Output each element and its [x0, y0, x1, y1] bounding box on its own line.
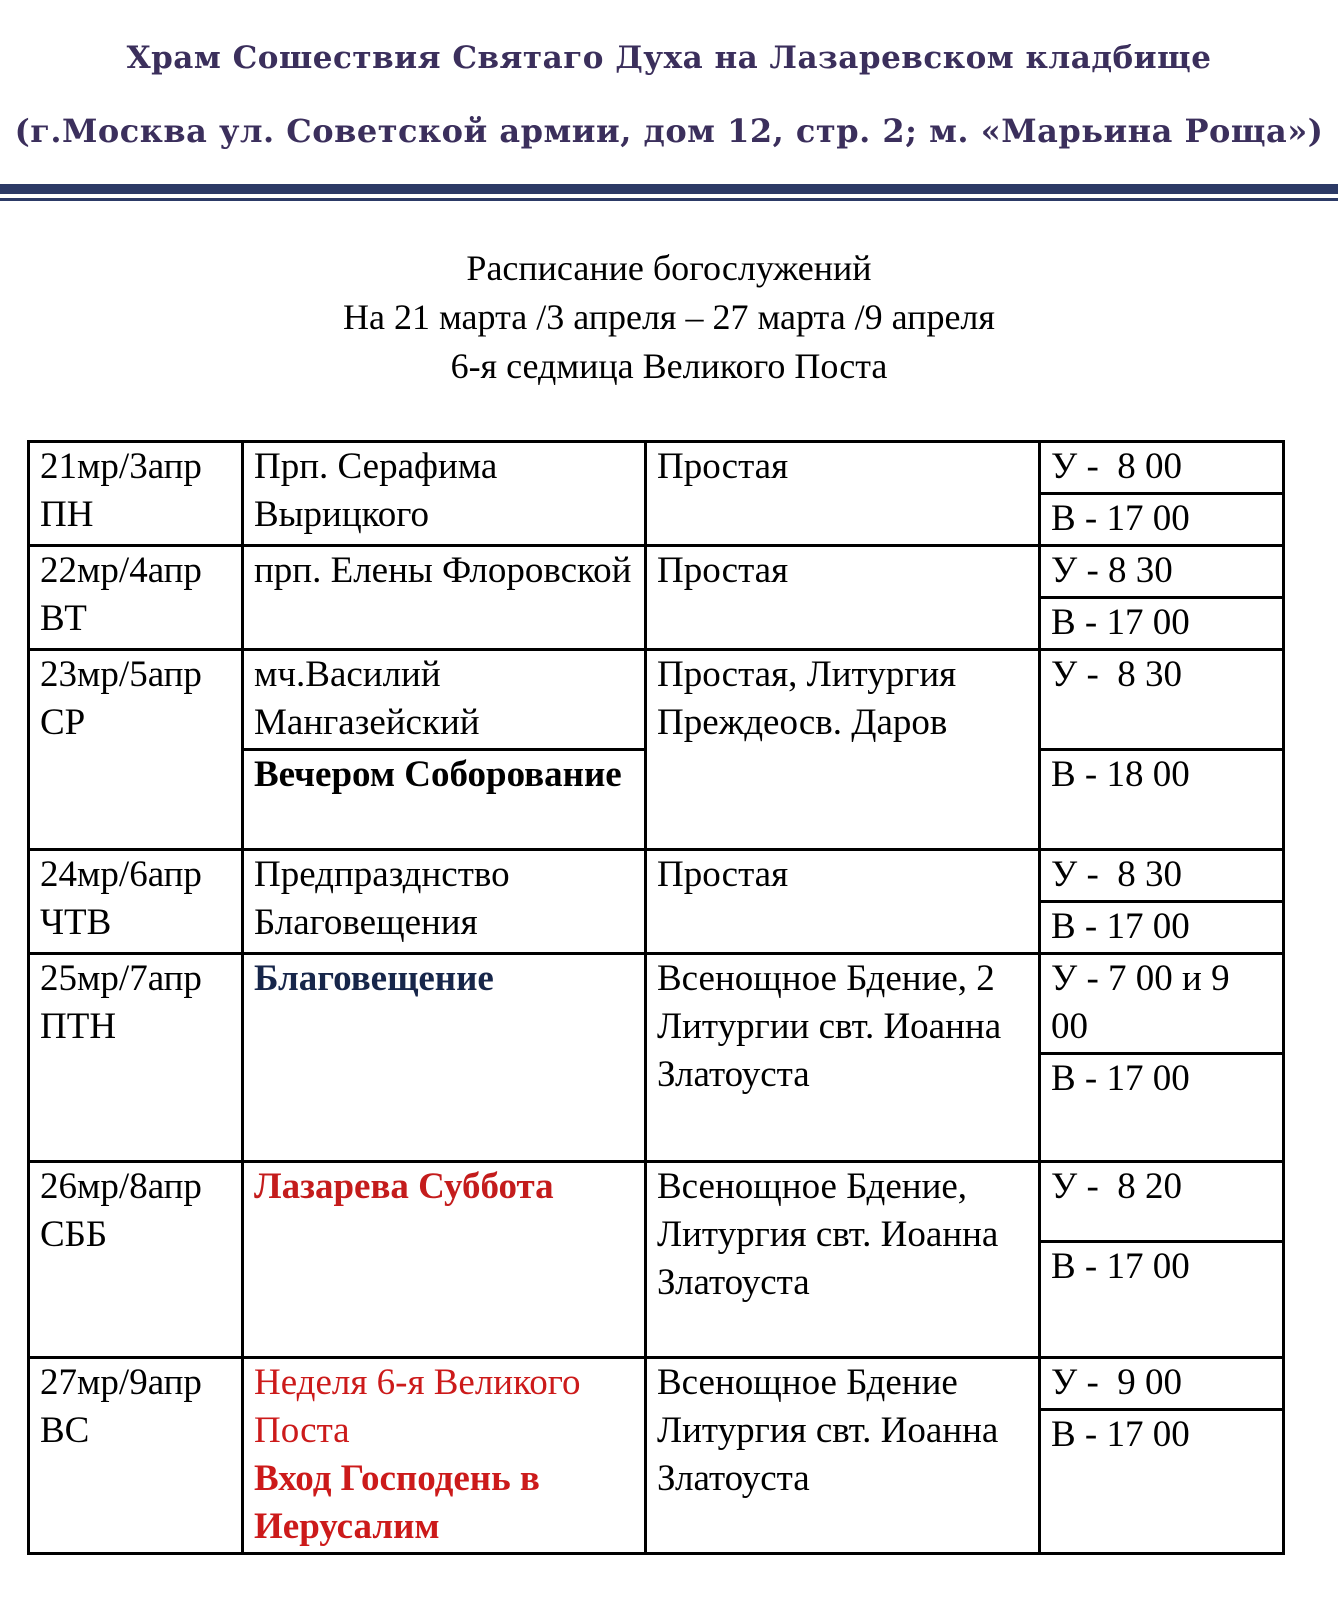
- date-cell: 26мр/8апр СББ: [29, 1162, 243, 1358]
- evening-time: В - 17 00: [1040, 598, 1284, 650]
- service-cell: Простая, Литургия Преждеосв. Даров: [646, 650, 1040, 850]
- schedule-week: 6-я седмица Великого Поста: [450, 346, 888, 386]
- morning-time: У - 8 30: [1040, 546, 1284, 598]
- service-cell: Простая: [646, 442, 1040, 546]
- saint-cell: мч.Василий Мангазейский: [243, 650, 646, 750]
- saint-cell-feast: Лазарева Суббота: [243, 1162, 646, 1358]
- date-cell: 23мр/5апр СР: [29, 650, 243, 850]
- saint-cell: прп. Елены Флоровской: [243, 546, 646, 650]
- sunday-title: Неделя 6-я Великого Поста: [254, 1362, 581, 1451]
- saint-cell: Предпразднство Благовещения: [243, 850, 646, 954]
- church-address: (г.Москва ул. Советской армии, дом 12, стр. 2; м. «Марьина Роща»): [14, 112, 1324, 150]
- date-cell: 24мр/6апр ЧТВ: [29, 850, 243, 954]
- schedule-title: Расписание богослужений: [466, 248, 872, 288]
- service-cell: Простая: [646, 546, 1040, 650]
- morning-time: У - 8 30: [1040, 650, 1284, 750]
- morning-time: У - 7 00 и 9 00: [1040, 954, 1284, 1054]
- date-cell: 22мр/4апр ВТ: [29, 546, 243, 650]
- saint-extra-cell: Вечером Соборование: [243, 750, 646, 850]
- schedule-table: [27, 440, 1285, 1555]
- date-cell: 27мр/9апр ВС: [29, 1358, 243, 1554]
- evening-time: В - 18 00: [1040, 750, 1284, 850]
- saint-cell: Прп. Серафима Вырицкого: [243, 442, 646, 546]
- table-row: [29, 546, 1284, 598]
- table-row: [29, 650, 1284, 750]
- service-cell: Всенощное Бдение, 2 Литургии свт. Иоанна Златоуста: [646, 954, 1040, 1162]
- date-cell: 21мр/3апр ПН: [29, 442, 243, 546]
- evening-time: В - 17 00: [1040, 494, 1284, 546]
- service-cell: Всенощное Бдение, Литургия свт. Иоанна Златоуста: [646, 1162, 1040, 1358]
- header-rule-thin: [0, 198, 1338, 201]
- evening-time: В - 17 00: [1040, 1410, 1284, 1554]
- saint-cell-feast: Благовещение: [243, 954, 646, 1162]
- table-row: [29, 850, 1284, 902]
- date-cell: 25мр/7апр ПТН: [29, 954, 243, 1162]
- header-rule-thick: [0, 184, 1338, 194]
- schedule-title-block: [0, 244, 1338, 391]
- evening-time: В - 17 00: [1040, 902, 1284, 954]
- church-name: Храм Сошествия Святаго Духа на Лазаревском кладбище: [126, 40, 1212, 76]
- saint-cell: [243, 1358, 646, 1554]
- morning-time: У - 8 00: [1040, 442, 1284, 494]
- morning-time: У - 8 20: [1040, 1162, 1284, 1242]
- morning-time: У - 8 30: [1040, 850, 1284, 902]
- table-row: [29, 954, 1284, 1054]
- table-row: [29, 1162, 1284, 1242]
- schedule-date-range: На 21 марта /3 апреля – 27 марта /9 апреля: [343, 297, 995, 337]
- evening-time: В - 17 00: [1040, 1054, 1284, 1162]
- table-row: [29, 442, 1284, 494]
- morning-time: У - 9 00: [1040, 1358, 1284, 1410]
- service-cell: Простая: [646, 850, 1040, 954]
- service-cell: Всенощное Бдение Литургия свт. Иоанна Златоуста: [646, 1358, 1040, 1554]
- feast-entry-jerusalem: Вход Господень в Иерусалим: [254, 1458, 540, 1547]
- table-row: [29, 1358, 1284, 1410]
- evening-time: В - 17 00: [1040, 1242, 1284, 1358]
